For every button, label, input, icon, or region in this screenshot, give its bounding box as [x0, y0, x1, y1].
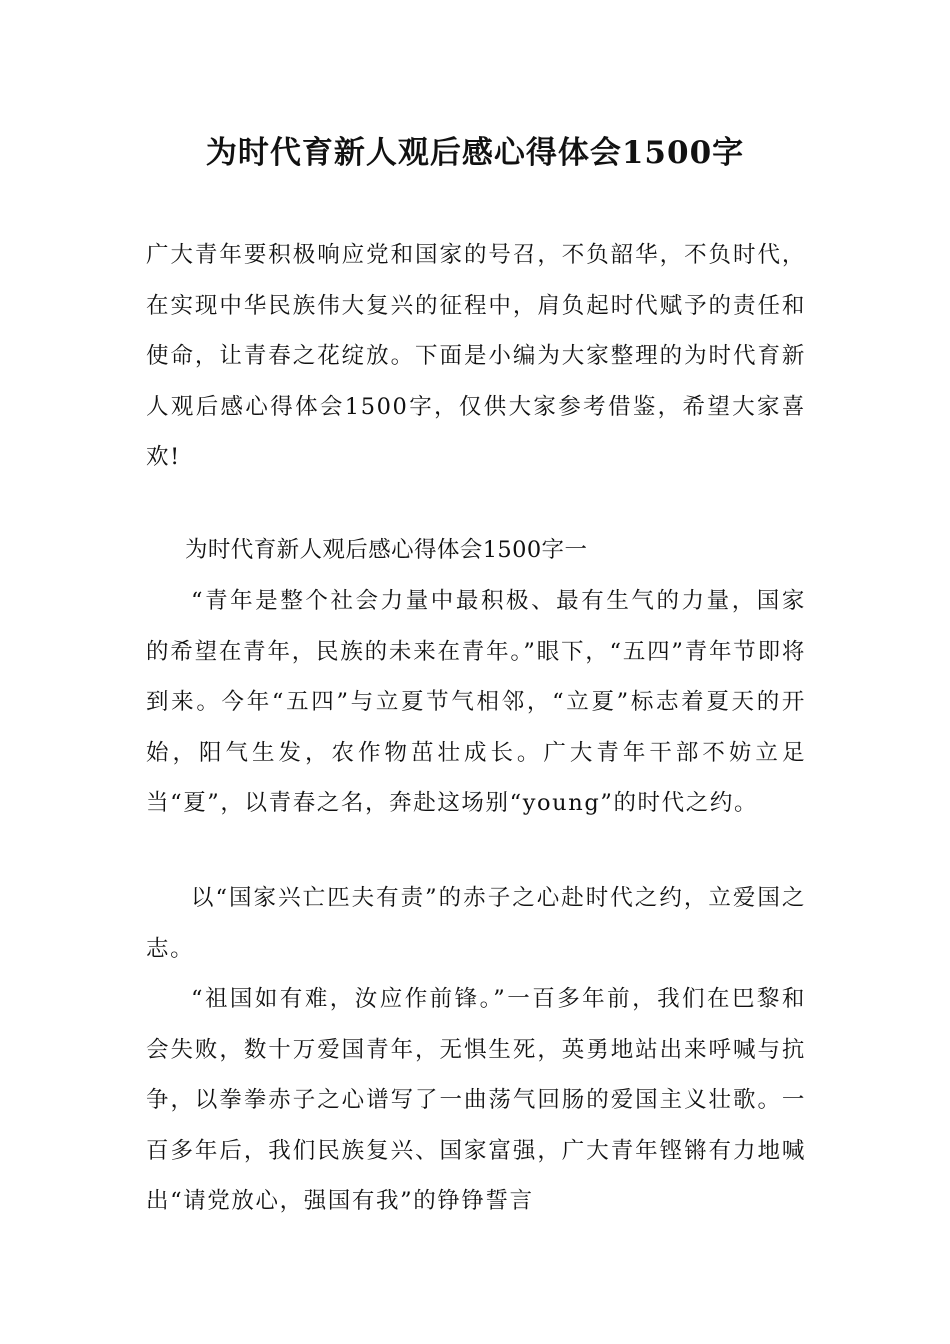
intro-paragraph: 广大青年要积极响应党和国家的号召，不负韶华，不负时代，在实现中华民族伟大复兴的征程中，肩负起时代赋予的责任和使命，让青春之花绽放。下面是小编为大家整理的为时代育新人观后感心得体会1500字，仅供大家参考借鉴，希望大家喜欢! — [146, 242, 806, 471]
body-paragraph-1: “青年是整个社会力量中最积极、最有生气的力量，国家的希望在青年，民族的未来在青年。”眼下，“五四”青年节即将到来。今年“五四”与立夏节气相邻，“立夏”标志着夏天的开始，阳气生发，农作物茁壮成长。广大青年干部不妨立足当“夏”，以青春之名，奔赴这场别“young”的时代之约。 — [146, 588, 806, 817]
document-title: 为时代育新人观后感心得体会1500字 — [205, 135, 745, 171]
section-heading: 为时代育新人观后感心得体会1500字一 — [185, 537, 588, 563]
body-paragraph-2: 以“国家兴亡匹夫有责”的赤子之心赴时代之约，立爱国之志。 — [146, 885, 806, 962]
body-paragraph-3: “祖国如有难，汝应作前锋。”一百多年前，我们在巴黎和会失败，数十万爱国青年，无惧生死，英勇地站出来呼喊与抗争，以拳拳赤子之心谱写了一曲荡气回肠的爱国主义壮歌。一百多年后，我们民族复兴、国家富强，广大青年铿锵有力地喊出“请党放心，强国有我”的铮铮誓言 — [146, 986, 806, 1215]
